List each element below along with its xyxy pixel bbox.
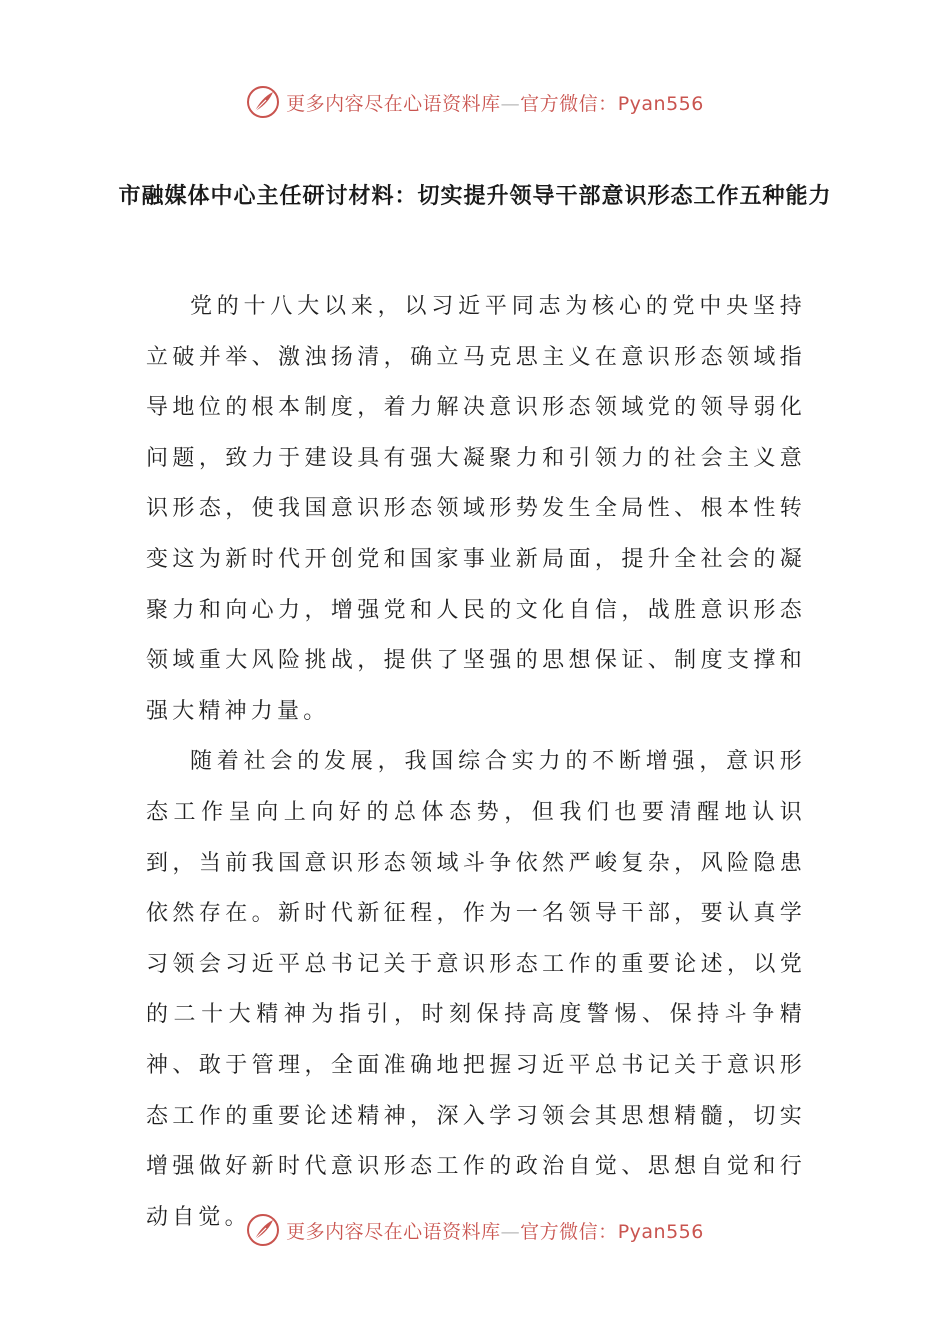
watermark-separator: — — [500, 1220, 521, 1243]
watermark-contact-label: 官方微信： — [520, 92, 618, 115]
paragraph: 随着社会的发展，我国综合实力的不断增强，意识形态工作呈向上向好的总体态势，但我们也要清醒地认识到，当前我国意识形态领域斗争依然严峻复杂，风险隐患依然存在。新时代新征程，作为一名领导干部，要认真学习领会习近平总书记关于意识形态工作的重要论述，以党的二十大精神为指引，时刻保持高度警惕、保持斗争精神、敢于管理，全面准确地把握习近平总书记关于意识形态工作的重要论述精神，深入学习领会其思想精髓，切实增强做好新时代意识形态工作的政治自觉、思想自觉和行动自觉。 — [146, 749, 806, 1230]
document-title: 市融媒体中心主任研讨材料：切实提升领导干部意识形态工作五种能力 — [118, 183, 832, 209]
watermark-separator: — — [500, 92, 521, 115]
footer-watermark — [0, 1210, 950, 1250]
watermark-contact-label: 官方微信： — [520, 1220, 618, 1243]
header-watermark — [0, 82, 950, 122]
feather-pen-icon — [246, 1213, 280, 1247]
watermark-brand: 更多内容尽在心语资料库 — [286, 92, 501, 115]
watermark-text — [286, 1217, 704, 1244]
watermark-brand: 更多内容尽在心语资料库 — [286, 1220, 501, 1243]
watermark-contact-id: Pyan556 — [617, 1220, 704, 1243]
document-body — [146, 282, 806, 1243]
paragraph: 党的十八大以来，以习近平同志为核心的党中央坚持立破并举、激浊扬清，确立马克思主义在意识形态领域指导地位的根本制度，着力解决意识形态领域党的领导弱化问题，致力于建设具有强大凝聚力和引领力的社会主义意识形态，使我国意识形态领域形势发生全局性、根本性转变这为新时代开创党和国家事业新局面，提升全社会的凝聚力和向心力，增强党和人民的文化自信，战胜意识形态领域重大风险挑战，提供了坚强的思想保证、制度支撑和强大精神力量。 — [146, 294, 806, 724]
feather-pen-icon — [246, 85, 280, 119]
watermark-contact-id: Pyan556 — [617, 92, 704, 115]
watermark-text — [286, 89, 704, 116]
